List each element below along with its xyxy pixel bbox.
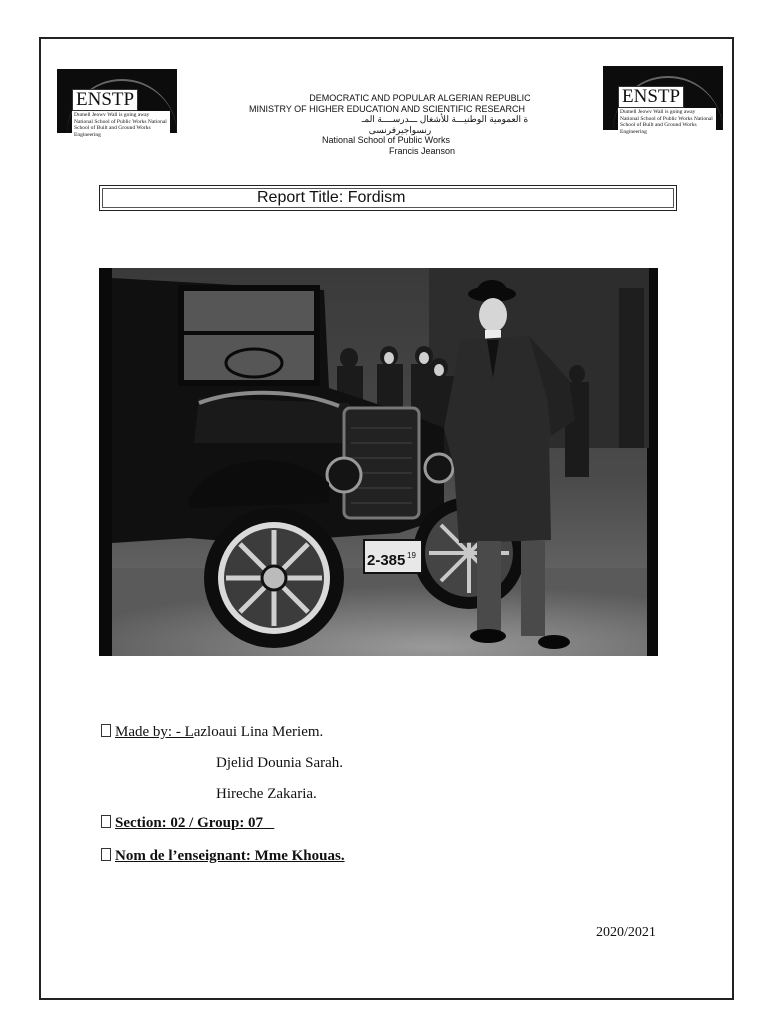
- header-line-school: National School of Public Works: [322, 135, 450, 145]
- section-group: Section: 02 / Group: 07: [115, 815, 264, 831]
- header-line-ministry: MINISTRY OF HIGHER EDUCATION AND SCIENTIFIC RESEARCH: [248, 103, 526, 114]
- made-by-label: Made by: - L: [115, 724, 194, 740]
- checkbox-glyph-icon: [101, 724, 111, 737]
- header-line-republic: DEMOCRATIC AND POPULAR ALGERIAN REPUBLIC: [309, 93, 531, 103]
- checkbox-glyph-icon: [101, 848, 111, 861]
- enstp-logo-left: [57, 69, 177, 138]
- logo-mark: ENSTP: [72, 89, 138, 111]
- logo-mark: ENSTP: [618, 86, 684, 108]
- author-1: azloaui Lina Meriem.: [193, 724, 324, 740]
- license-plate-year: 19: [407, 551, 416, 560]
- enstp-logo-right: [603, 66, 723, 135]
- academic-year: 2020/2021: [596, 925, 656, 940]
- author-3: Hireche Zakaria.: [216, 786, 317, 802]
- checkbox-glyph-icon: [101, 815, 111, 828]
- institution-header: [180, 93, 600, 156]
- section-line: [101, 815, 274, 832]
- section-trailing-underline: [263, 815, 274, 831]
- license-plate-number: 2-385: [367, 552, 406, 569]
- report-title: Report Title: Fordism: [257, 189, 406, 206]
- teacher-name: Nom de l’enseignant: Mme Khouas.: [115, 848, 345, 864]
- report-title-box: [99, 185, 677, 211]
- logo-tagline: Dumell Jeowv Wall is going away National School of Public Works National School of Built and Ground Works Engineering: [72, 111, 170, 139]
- header-line-name: Francis Jeanson: [388, 145, 456, 156]
- ford-model-t-photo: [99, 268, 658, 656]
- logo-tagline: Dumell Jeowv Wall is going away National School of Public Works National School of Built and Ground Works Engineering: [618, 108, 716, 136]
- author-2: Djelid Dounia Sarah.: [216, 755, 344, 771]
- teacher-line: [101, 848, 345, 865]
- header-line-arabic: ة العمومية الوطنيـــة للأشغال ـــدرســــة المـ: [361, 114, 529, 124]
- authors-line-1: [101, 724, 323, 741]
- header-line-arabic-2: رنسواجیرفرنسی: [368, 124, 432, 135]
